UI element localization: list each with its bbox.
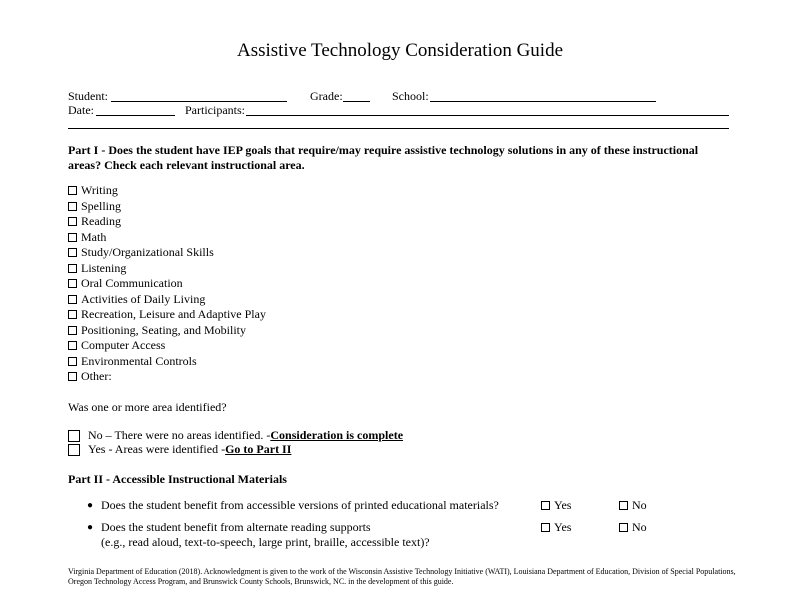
grade-field[interactable] [343,101,370,102]
checkbox[interactable] [68,341,77,350]
no-label: No [632,498,647,512]
checkbox[interactable] [68,372,77,381]
area-label: Environmental Controls [81,353,197,368]
area-listening[interactable] [68,261,266,277]
area-label: Reading [81,214,121,228]
checkbox[interactable] [68,233,77,242]
part1-question: Part I - Does the student have IEP goals that require/may require assistive technology solutions in any of these instructional areas? Check each relevant instructional area. [68,143,699,172]
q1-yes-option[interactable] [541,498,571,513]
checkbox[interactable] [68,217,77,226]
part2-heading: Part II - Accessible Instructional Materials [68,472,287,486]
checkbox[interactable] [68,264,77,273]
page-title: Assistive Technology Consideration Guide [236,40,564,61]
participants-field[interactable] [246,115,729,116]
checkbox[interactable] [68,310,77,319]
student-field[interactable] [111,101,287,102]
area-daily-living[interactable] [68,292,266,308]
area-study-organizational[interactable] [68,245,266,261]
checkbox[interactable] [619,523,628,532]
yes-label: Yes [554,498,572,512]
date-field[interactable] [96,115,175,116]
part2-question-2-detail: (e.g., read aloud, text-to-speech, large print, braille, accessible text)? [101,535,430,549]
identified-question: Was one or more area identified? [68,400,227,414]
checkbox[interactable] [68,248,77,257]
checkbox[interactable] [68,444,80,456]
bullet-icon: ● [87,500,94,511]
checkbox[interactable] [68,186,77,195]
area-reading[interactable] [68,214,266,230]
area-label: Other: [81,369,112,383]
participants-label: Participants: [185,103,245,117]
checkbox[interactable] [68,279,77,288]
area-label: Oral Communication [81,276,183,290]
area-label: Math [81,229,107,244]
area-label: Activities of Daily Living [81,291,206,306]
part2-question-2: Does the student benefit from alternate reading supports [101,520,371,534]
no-label: No [632,520,647,534]
consideration-complete-link[interactable]: Consideration is complete [270,428,404,442]
area-oral-communication[interactable] [68,276,266,292]
separator-line [68,128,729,129]
area-label: Writing [81,183,118,197]
area-recreation[interactable] [68,307,266,323]
q1-no-option[interactable] [619,498,647,513]
area-label: Recreation, Leisure and Adaptive Play [81,307,266,321]
checkbox[interactable] [68,295,77,304]
no-option-text: No – There were no areas identified. - [88,428,271,442]
checkbox[interactable] [541,501,550,510]
checkbox[interactable] [541,523,550,532]
area-spelling[interactable] [68,199,266,215]
go-to-part2-link[interactable]: Go to Part II [225,442,292,456]
area-label: Computer Access [81,338,166,352]
area-environmental-controls[interactable] [68,354,266,370]
grade-label: Grade: [310,89,343,103]
school-field[interactable] [430,101,656,102]
area-writing[interactable] [68,183,266,199]
checkbox[interactable] [68,357,77,366]
yes-option[interactable] [68,442,291,457]
area-label: Positioning, Seating, and Mobility [81,322,247,337]
date-label: Date: [68,103,94,117]
area-label: Study/Organizational Skills [81,245,214,259]
school-label: School: [392,89,429,103]
no-option[interactable] [68,428,403,443]
checkbox[interactable] [619,501,628,510]
q2-yes-option[interactable] [541,520,571,535]
bullet-icon: ● [87,522,94,533]
area-math[interactable] [68,230,266,246]
area-computer-access[interactable] [68,338,266,354]
area-other[interactable] [68,369,266,385]
part2-question-1: Does the student benefit from accessible versions of printed educational materials? [101,498,499,512]
checkbox[interactable] [68,430,80,442]
checkbox[interactable] [68,326,77,335]
yes-label: Yes [554,520,572,534]
area-positioning[interactable] [68,323,266,339]
footer-acknowledgment: Virginia Department of Education (2018). Acknowledgment is given to the work of the Wisconsin Assistive Technology Initiative (WATI), Louisiana Department of Education, Division of Special Populations, Oregon Technology Access Program, and Brunswick County Schools, Brunswick, NC. in the development of this guide. [68,567,736,586]
q2-no-option[interactable] [619,520,647,535]
area-label: Listening [81,260,127,275]
instructional-area-list [68,183,266,385]
student-label: Student: [68,89,109,103]
area-label: Spelling [81,198,122,213]
checkbox[interactable] [68,202,77,211]
yes-option-text: Yes - Areas were identified - [88,442,226,456]
